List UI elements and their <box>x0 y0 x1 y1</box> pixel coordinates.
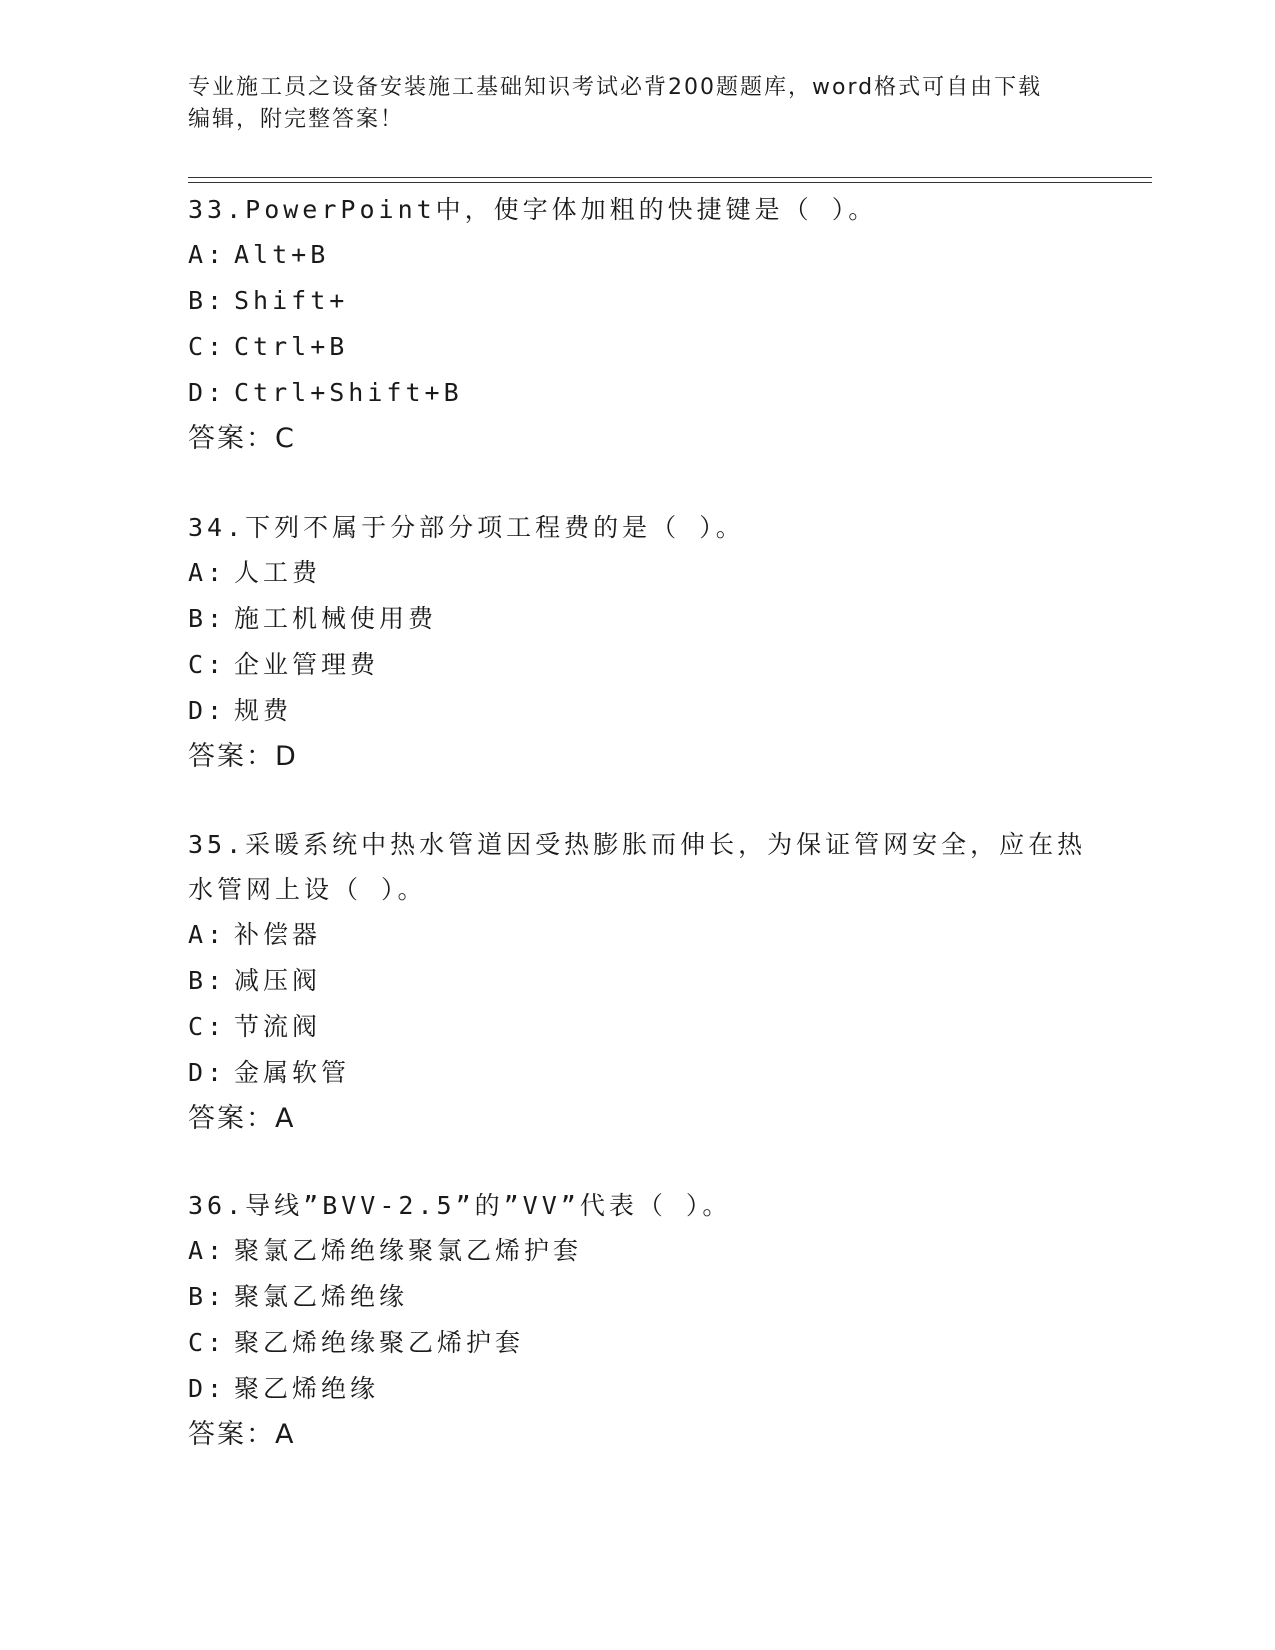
header-line-2: 编辑，附完整答案！ <box>188 107 405 132</box>
option-letter: C: <box>188 650 227 679</box>
option-letter: B: <box>188 604 227 633</box>
question-title: 34.下列不属于分部分项工程费的是（ ）。 <box>188 513 745 542</box>
question-33 <box>188 187 1088 462</box>
option-d <box>188 1366 1088 1412</box>
option-text: Ctrl+B <box>234 332 349 361</box>
option-text: 减压阀 <box>234 966 322 995</box>
option-letter: A: <box>188 240 227 269</box>
answer: 答案：C <box>188 423 296 454</box>
option-letter: A: <box>188 558 227 587</box>
option-letter: C: <box>188 332 227 361</box>
header-divider-bottom <box>188 182 1152 183</box>
question-title-line-1: 35.采暖系统中热水管道因受热膨胀而伸长，为保证管网安全，应在热 <box>188 830 1087 859</box>
answer: 答案：D <box>188 741 298 772</box>
question-34 <box>188 505 1088 780</box>
option-letter: B: <box>188 1282 227 1311</box>
option-text: 金属软管 <box>234 1058 351 1087</box>
option-letter: D: <box>188 1058 227 1087</box>
option-text: 聚乙烯绝缘 <box>234 1374 380 1403</box>
option-text: 企业管理费 <box>234 650 380 679</box>
document-header <box>188 72 1068 136</box>
option-d <box>188 688 1088 734</box>
option-d <box>188 1050 1088 1096</box>
option-letter: B: <box>188 966 227 995</box>
option-letter: C: <box>188 1012 227 1041</box>
option-letter: A: <box>188 1236 227 1265</box>
option-b <box>188 596 1088 642</box>
header-divider-top <box>188 177 1152 178</box>
option-letter: D: <box>188 1374 227 1403</box>
option-text: Alt+B <box>234 240 330 269</box>
question-36 <box>188 1183 1088 1458</box>
header-line-1: 专业施工员之设备安装施工基础知识考试必背200题题库，word格式可自由下载 <box>188 75 1043 100</box>
option-c <box>188 1004 1088 1050</box>
answer: 答案：A <box>188 1419 296 1450</box>
option-letter: D: <box>188 378 227 407</box>
option-b <box>188 278 1088 324</box>
option-text: 聚氯乙烯绝缘聚氯乙烯护套 <box>234 1236 583 1265</box>
question-title: 33.PowerPoint中，使字体加粗的快捷键是（ ）。 <box>188 195 878 224</box>
option-b <box>188 1274 1088 1320</box>
option-b <box>188 958 1088 1004</box>
option-text: 规费 <box>234 696 293 725</box>
option-text: 施工机械使用费 <box>234 604 438 633</box>
option-d <box>188 370 1088 416</box>
option-text: 人工费 <box>234 558 322 587</box>
option-letter: C: <box>188 1328 227 1357</box>
option-a <box>188 550 1088 596</box>
option-c <box>188 324 1088 370</box>
question-title: 36.导线”BVV-2.5”的”VV”代表（ ）。 <box>188 1191 732 1220</box>
option-text: Shift+ <box>234 286 349 315</box>
option-text: Ctrl+Shift+B <box>234 378 463 407</box>
option-c <box>188 642 1088 688</box>
option-text: 聚氯乙烯绝缘 <box>234 1282 409 1311</box>
option-a <box>188 232 1088 278</box>
option-a <box>188 1228 1088 1274</box>
option-letter: A: <box>188 920 227 949</box>
option-letter: D: <box>188 696 227 725</box>
option-a <box>188 912 1088 958</box>
answer: 答案：A <box>188 1103 296 1134</box>
option-text: 补偿器 <box>234 920 322 949</box>
question-35 <box>188 822 1088 1142</box>
option-c <box>188 1320 1088 1366</box>
option-text: 聚乙烯绝缘聚乙烯护套 <box>234 1328 525 1357</box>
question-title-line-2: 水管网上设（ ）。 <box>188 875 427 904</box>
option-letter: B: <box>188 286 227 315</box>
option-text: 节流阀 <box>234 1012 322 1041</box>
